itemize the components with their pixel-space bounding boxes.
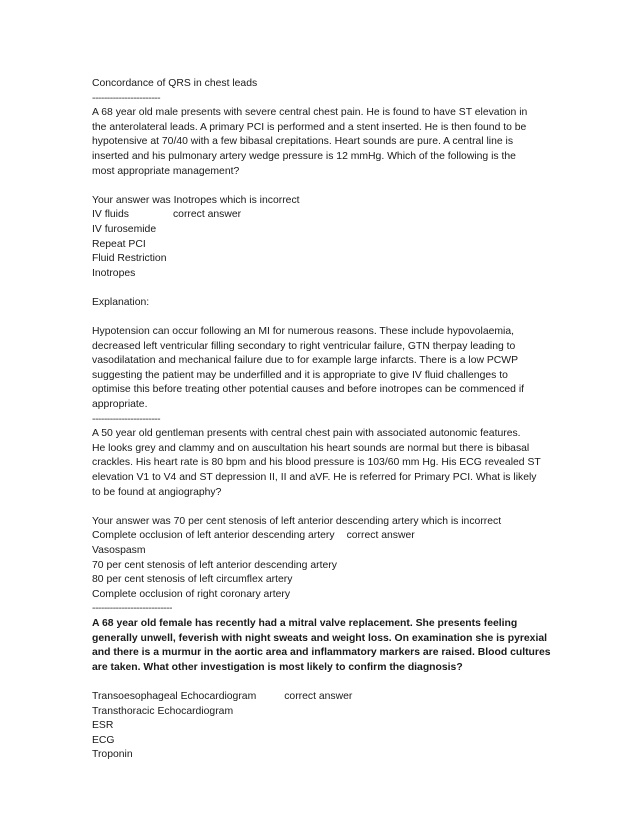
question-1-option: Inotropes bbox=[92, 267, 136, 279]
explanation-line: vasodilatation and mechanical failure due to for example large infarcts. There is a low PCWP bbox=[92, 355, 519, 367]
question-2-line: crackles. His heart rate is 80 bpm and his blood pressure is 103/60 mm Hg. His ECG revealed ST bbox=[92, 457, 541, 469]
page-heading: Concordance of QRS in chest leads bbox=[92, 78, 258, 89]
question-1-line: the anterolateral leads. A primary PCI is performed and a stent inserted. He is then found to be bbox=[92, 121, 527, 133]
spacer bbox=[92, 500, 552, 515]
spacer bbox=[92, 281, 552, 296]
question-3-option bbox=[92, 690, 552, 705]
document-page bbox=[92, 77, 552, 763]
question-2-line: A 50 year old gentleman presents with central chest pain with associated autonomic features. bbox=[92, 428, 521, 440]
question-2-option: 80 per cent stenosis of left circumflex artery bbox=[92, 574, 293, 586]
option-text: IV fluids bbox=[92, 209, 129, 221]
question-3-option: ESR bbox=[92, 720, 114, 732]
question-2-line: He looks grey and clammy and on auscultation his heart sounds are normal but there is bibasal bbox=[92, 442, 530, 454]
explanation-line: decreased left ventricular filling secondary to right ventricular failure, GTN therpay leading to bbox=[92, 340, 516, 352]
question-3-option: Transthoracic Echocardiogram bbox=[92, 705, 234, 717]
spacer bbox=[92, 311, 552, 326]
question-2-option: Vasospasm bbox=[92, 545, 146, 556]
question-2-option: Complete occlusion of right coronary artery bbox=[92, 588, 291, 600]
explanation-line: Hypotension can occur following an MI for numerous reasons. These include hypovolaemia, bbox=[92, 326, 515, 338]
explanation-line: optimise this before treating other potential causes and before inotropes can be commenced if bbox=[92, 384, 525, 396]
question-1-option: Repeat PCI bbox=[92, 238, 146, 250]
question-1-option: Fluid Restriction bbox=[92, 253, 167, 265]
question-1-line: A 68 year old male presents with severe central chest pain. He is found to have ST elevation in bbox=[92, 107, 528, 119]
question-1-option: IV furosemide bbox=[92, 223, 157, 235]
question-1-line: inserted and his pulmonary artery wedge pressure is 12 mmHg. Which of the following is the bbox=[92, 150, 516, 162]
explanation-label: Explanation: bbox=[92, 296, 150, 308]
question-1-option bbox=[92, 208, 552, 223]
question-1-line: hypotensive at 70/40 with a few bibasal crepitations. Heart sounds are pure. A central line is bbox=[92, 136, 514, 148]
question-2-option bbox=[92, 529, 552, 544]
option-text: Transoesophageal Echocardiogram bbox=[92, 690, 257, 702]
question-3-option: ECG bbox=[92, 734, 115, 746]
separator: --------------------------- bbox=[92, 603, 172, 615]
correct-answer-label: correct answer bbox=[172, 209, 242, 221]
spacer bbox=[92, 179, 552, 194]
question-3-line: generally unwell, feverish with night sweats and weight loss. On examination she is pyrexial bbox=[92, 632, 548, 644]
question-1-your-answer: Your answer was Inotropes which is incorrect bbox=[92, 194, 300, 206]
question-3-line: A 68 year old female has recently had a mitral valve replacement. She presents feeling bbox=[92, 617, 518, 629]
question-3-line: are taken. What other investigation is most likely to confirm the diagnosis? bbox=[92, 661, 463, 673]
question-3-line: and there is a murmur in the aortic area and inflammatory markers are raised. Blood cultures bbox=[92, 647, 551, 659]
correct-answer-label: correct answer bbox=[346, 530, 415, 542]
question-2-line: to be found at angiography? bbox=[92, 486, 222, 498]
question-3 bbox=[92, 617, 552, 763]
question-2 bbox=[92, 427, 552, 602]
explanation-line: suggesting the patient may be underfilled and it is appropriate to give IV fluid challenges to bbox=[92, 369, 508, 381]
question-2-your-answer: Your answer was 70 per cent stenosis of left anterior descending artery which is incorrect bbox=[92, 515, 502, 527]
option-text: Complete occlusion of left anterior descending artery bbox=[92, 530, 335, 542]
separator: ----------------------- bbox=[92, 92, 161, 104]
explanation-line: appropriate. bbox=[92, 399, 148, 411]
question-3-option: Troponin bbox=[92, 749, 133, 761]
question-2-line: elevation V1 to V4 and ST depression II, II and aVF. He is referred for Primary PCI. What is likely bbox=[92, 472, 537, 484]
spacer bbox=[92, 675, 552, 690]
question-1 bbox=[92, 106, 552, 412]
correct-answer-label: correct answer bbox=[284, 690, 353, 702]
separator: ----------------------- bbox=[92, 413, 161, 425]
question-2-option: 70 per cent stenosis of left anterior descending artery bbox=[92, 559, 337, 571]
question-1-line: most appropriate management? bbox=[92, 165, 240, 177]
